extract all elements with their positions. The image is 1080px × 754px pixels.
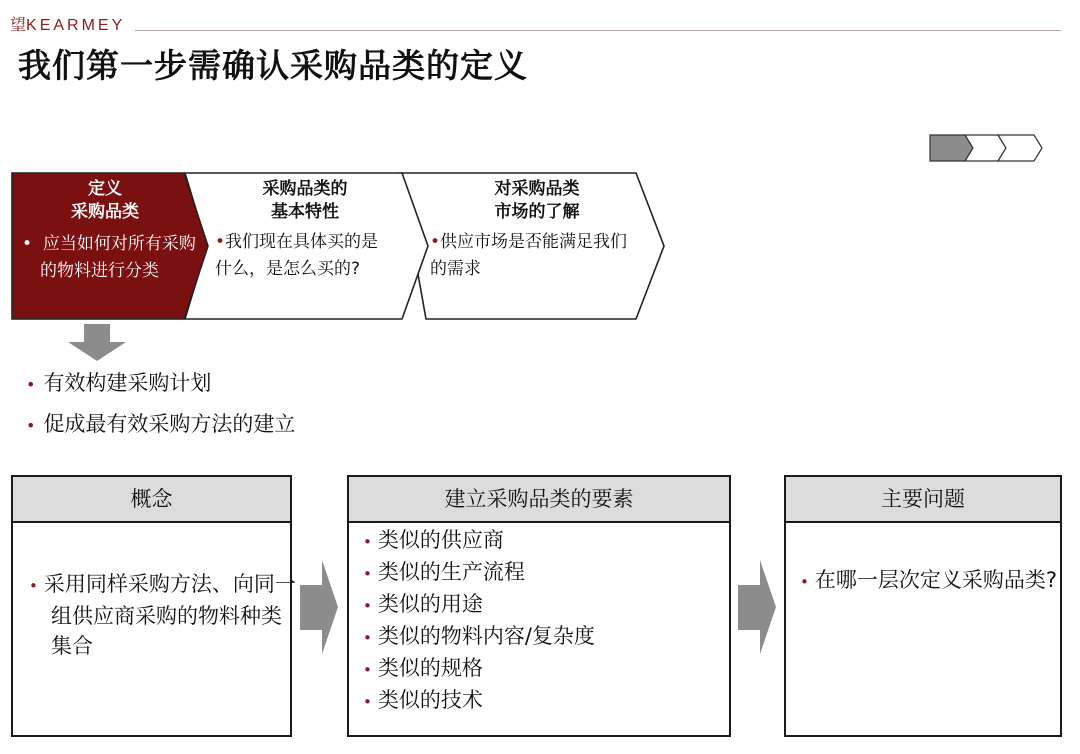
step-1-title-line2: 采购品类	[71, 202, 139, 222]
right-arrow-2	[738, 560, 776, 654]
step-1-title-line1: 定义	[88, 179, 122, 199]
process-step-3-title	[462, 178, 612, 224]
list-item-text: 类似的用途	[377, 592, 483, 616]
bullet-icon: •	[215, 232, 226, 252]
bullet-icon: •	[22, 234, 43, 254]
bullet-icon: •	[363, 565, 372, 583]
list-item-text: 类似的物料内容/复杂度	[377, 624, 595, 648]
questions-box-text	[800, 565, 1072, 597]
bullet-icon: •	[363, 597, 372, 615]
bullet-icon: •	[800, 573, 809, 591]
list-item-text: 类似的技术	[377, 688, 483, 712]
list-item	[363, 621, 723, 653]
questions-box-title: 主要问题	[786, 477, 1060, 523]
bullet-icon: •	[363, 629, 372, 647]
process-step-2-text	[215, 229, 395, 283]
bullet-icon: •	[26, 375, 36, 394]
list-item-text: 类似的供应商	[377, 528, 504, 552]
list-item	[363, 653, 723, 685]
list-item	[363, 557, 723, 589]
elements-box-title: 建立采购品类的要素	[349, 477, 729, 523]
logo-text: KEARMEY	[26, 17, 126, 34]
step-1-description: 应当如何对所有采购的物料进行分类	[40, 234, 196, 281]
concept-box	[11, 475, 296, 737]
right-arrow-1	[300, 560, 338, 654]
list-item-text: 类似的生产流程	[377, 560, 525, 584]
list-item-text: 类似的规格	[377, 656, 483, 680]
step-2-title-line1: 采购品类的	[262, 179, 348, 199]
list-item	[363, 589, 723, 621]
page-title: 我们第一步需确认采购品类的定义	[18, 46, 528, 85]
bullet-icon: •	[29, 577, 38, 595]
result-item	[26, 369, 211, 399]
bullet-icon: •	[363, 533, 372, 551]
result-item	[26, 410, 295, 440]
result-text: 有效构建采购计划	[43, 371, 212, 395]
concept-box-title: 概念	[13, 477, 290, 523]
result-text: 促成最有效采购方法的建立	[43, 412, 296, 436]
questions-box	[784, 475, 1062, 737]
process-step-1-text	[22, 231, 210, 285]
step-3-title-line2: 市场的了解	[494, 202, 580, 222]
process-step-1-title	[40, 178, 170, 224]
concept-box-text	[29, 569, 301, 661]
list-item	[363, 685, 723, 717]
question-text: 在哪一层次定义采购品类?	[814, 568, 1058, 592]
bullet-icon: •	[430, 232, 441, 252]
elements-box	[347, 475, 731, 737]
step-3-description: 供应市场是否能满足我们的需求	[430, 232, 628, 279]
bullet-icon: •	[26, 416, 36, 435]
down-arrow	[68, 324, 126, 361]
logo-mark: 望	[10, 17, 27, 34]
process-step-3-text	[430, 229, 640, 283]
process-step-2-title	[230, 178, 380, 224]
bullet-icon: •	[363, 661, 372, 679]
concept-description: 采用同样采购方法、向同一组供应商采购的物料种类集合	[43, 572, 296, 658]
list-item	[363, 525, 723, 557]
step-2-description: 我们现在具体买的是什么，是怎么买的?	[215, 232, 379, 279]
bullet-icon: •	[363, 693, 372, 711]
step-3-title-line1: 对采购品类	[494, 179, 580, 199]
step-2-title-line2: 基本特性	[271, 202, 339, 222]
elements-list	[363, 525, 723, 717]
progress-indicator	[930, 135, 1042, 161]
